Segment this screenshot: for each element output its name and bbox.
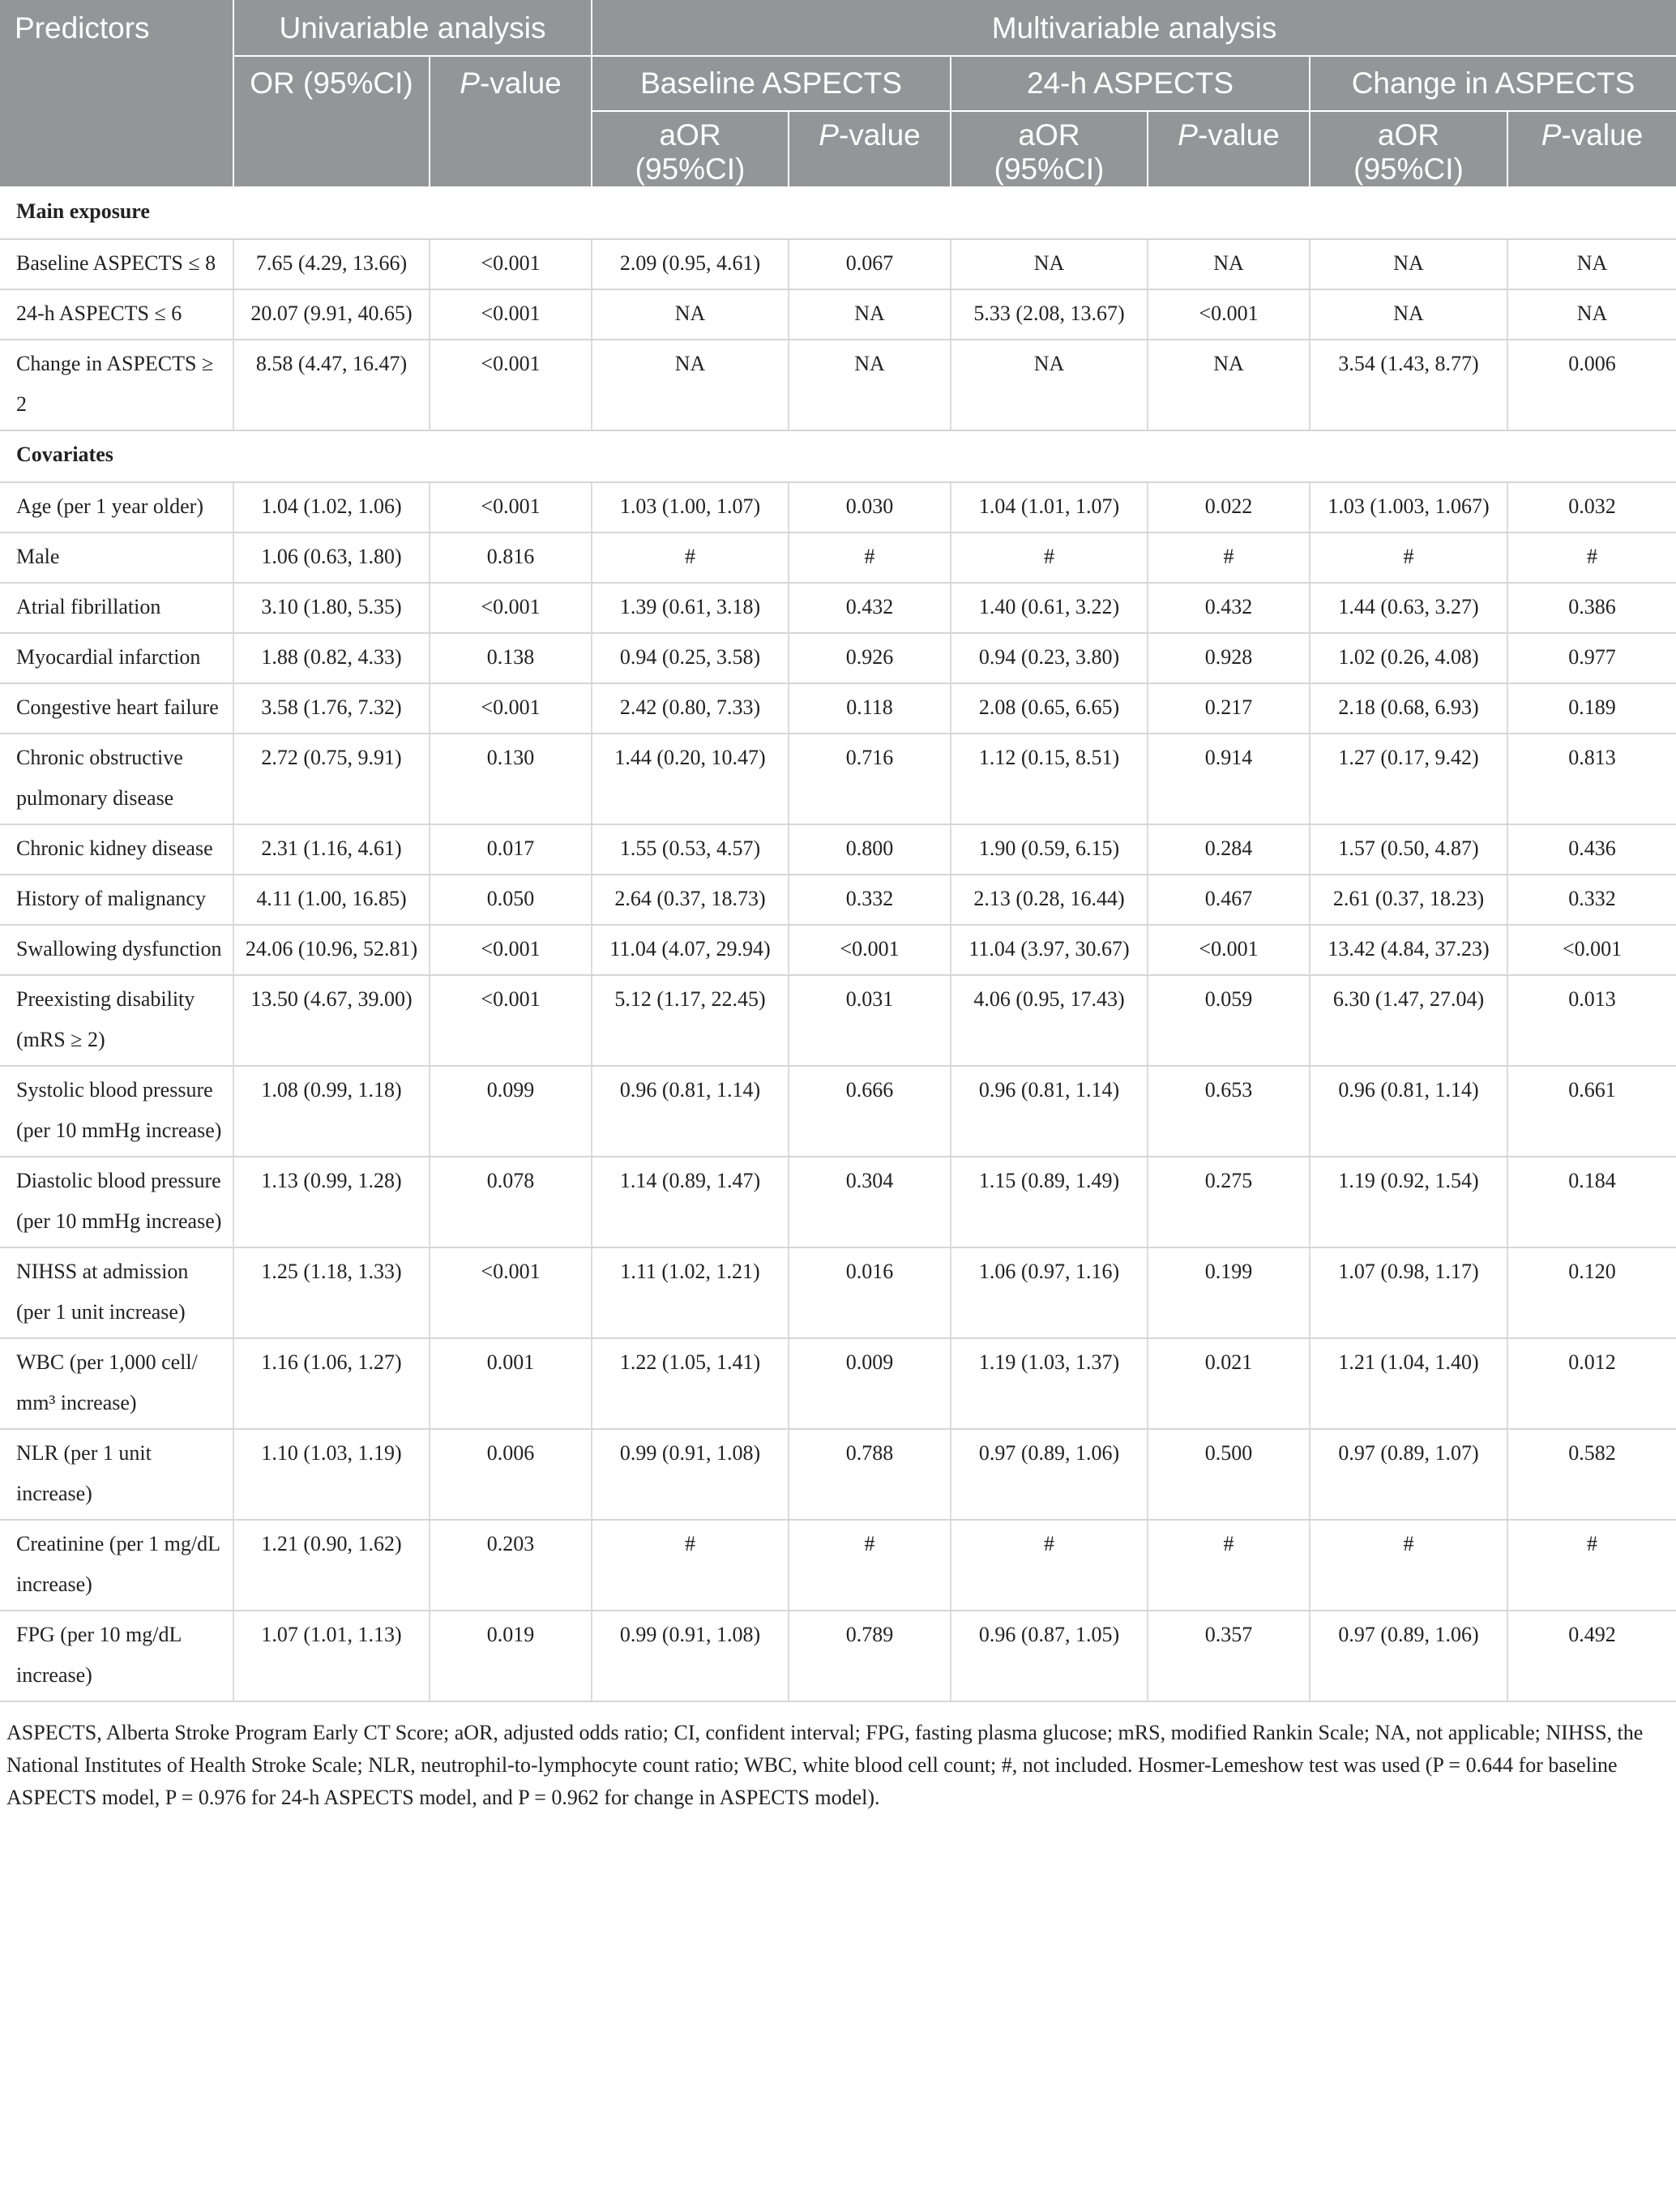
baseline-aor-cell: NA xyxy=(592,289,789,340)
predictor-cell: Swallowing dysfunction xyxy=(0,925,233,975)
baseline-aor-cell: 2.42 (0.80, 7.33) xyxy=(592,683,789,734)
table-row xyxy=(0,583,1676,633)
p-value-cell: 0.138 xyxy=(430,633,592,683)
baseline-aor-cell: 1.03 (1.00, 1.07) xyxy=(592,482,789,533)
baseline-aor-cell: 5.12 (1.17, 22.45) xyxy=(592,975,789,1066)
or-cell: 1.25 (1.18, 1.33) xyxy=(233,1247,430,1338)
h24-aor-cell: 0.96 (0.81, 1.14) xyxy=(951,1066,1148,1157)
change-p-cell: 0.189 xyxy=(1507,683,1676,734)
header-change-p: P-value xyxy=(1507,111,1676,187)
baseline-aor-cell: 1.11 (1.02, 1.21) xyxy=(592,1247,789,1338)
table-row xyxy=(0,633,1676,683)
h24-p-cell: 0.059 xyxy=(1148,975,1310,1066)
p-value-cell: <0.001 xyxy=(430,289,592,340)
h24-aor-cell: 2.08 (0.65, 6.65) xyxy=(951,683,1148,734)
or-cell: 24.06 (10.96, 52.81) xyxy=(233,925,430,975)
h24-p-cell: 0.467 xyxy=(1148,875,1310,925)
h24-aor-cell: 5.33 (2.08, 13.67) xyxy=(951,289,1148,340)
change-p-cell: NA xyxy=(1507,289,1676,340)
or-cell: 7.65 (4.29, 13.66) xyxy=(233,239,430,289)
baseline-p-cell: # xyxy=(789,533,951,583)
change-aor-cell: 1.44 (0.63, 3.27) xyxy=(1310,583,1507,633)
change-aor-cell: 13.42 (4.84, 37.23) xyxy=(1310,925,1507,975)
table-row xyxy=(0,289,1676,340)
predictor-cell: Congestive heart failure xyxy=(0,683,233,734)
change-p-cell: 0.977 xyxy=(1507,633,1676,683)
change-aor-cell: # xyxy=(1310,533,1507,583)
baseline-p-cell: 0.067 xyxy=(789,239,951,289)
h24-p-cell: <0.001 xyxy=(1148,289,1310,340)
change-aor-cell: 1.21 (1.04, 1.40) xyxy=(1310,1338,1507,1429)
or-cell: 1.06 (0.63, 1.80) xyxy=(233,533,430,583)
baseline-p-cell: 0.666 xyxy=(789,1066,951,1157)
baseline-p-cell: 0.789 xyxy=(789,1611,951,1701)
h24-p-cell: 0.284 xyxy=(1148,824,1310,875)
p-value-cell: <0.001 xyxy=(430,1247,592,1338)
predictor-cell: Chronic obstructive pulmonary disease xyxy=(0,734,233,824)
baseline-p-cell: 0.332 xyxy=(789,875,951,925)
header-24h-p: P-value xyxy=(1148,111,1310,187)
baseline-p-cell: 0.016 xyxy=(789,1247,951,1338)
change-aor-cell: 0.97 (0.89, 1.07) xyxy=(1310,1429,1507,1520)
baseline-p-cell: 0.926 xyxy=(789,633,951,683)
p-value-cell: 0.203 xyxy=(430,1520,592,1611)
h24-p-cell: 0.500 xyxy=(1148,1429,1310,1520)
change-p-cell: 0.813 xyxy=(1507,734,1676,824)
change-aor-cell: # xyxy=(1310,1520,1507,1611)
table-row xyxy=(0,1611,1676,1701)
p-value-cell: 0.816 xyxy=(430,533,592,583)
baseline-aor-cell: 1.39 (0.61, 3.18) xyxy=(592,583,789,633)
section-title: Covariates xyxy=(0,430,1676,482)
h24-p-cell: <0.001 xyxy=(1148,925,1310,975)
change-aor-cell: 3.54 (1.43, 8.77) xyxy=(1310,340,1507,430)
baseline-p-cell: 0.788 xyxy=(789,1429,951,1520)
p-value-cell: 0.050 xyxy=(430,875,592,925)
change-p-cell: # xyxy=(1507,1520,1676,1611)
baseline-aor-cell: 1.55 (0.53, 4.57) xyxy=(592,824,789,875)
predictor-cell: Age (per 1 year older) xyxy=(0,482,233,533)
change-p-cell: 0.184 xyxy=(1507,1157,1676,1247)
h24-p-cell: NA xyxy=(1148,239,1310,289)
table-row xyxy=(0,1157,1676,1247)
h24-aor-cell: # xyxy=(951,1520,1148,1611)
baseline-aor-cell: 11.04 (4.07, 29.94) xyxy=(592,925,789,975)
change-p-cell: <0.001 xyxy=(1507,925,1676,975)
baseline-aor-cell: 0.99 (0.91, 1.08) xyxy=(592,1611,789,1701)
baseline-aor-cell: 1.22 (1.05, 1.41) xyxy=(592,1338,789,1429)
h24-p-cell: 0.357 xyxy=(1148,1611,1310,1701)
change-aor-cell: NA xyxy=(1310,289,1507,340)
header-baseline-aor: aOR (95%CI) xyxy=(592,111,789,187)
p-value-cell: <0.001 xyxy=(430,683,592,734)
p-value-cell: <0.001 xyxy=(430,925,592,975)
change-p-cell: 0.013 xyxy=(1507,975,1676,1066)
h24-aor-cell: NA xyxy=(951,340,1148,430)
baseline-aor-cell: 0.94 (0.25, 3.58) xyxy=(592,633,789,683)
change-aor-cell: 1.27 (0.17, 9.42) xyxy=(1310,734,1507,824)
baseline-p-cell: 0.031 xyxy=(789,975,951,1066)
baseline-aor-cell: 0.99 (0.91, 1.08) xyxy=(592,1429,789,1520)
change-p-cell: 0.032 xyxy=(1507,482,1676,533)
baseline-p-cell: # xyxy=(789,1520,951,1611)
h24-p-cell: 0.217 xyxy=(1148,683,1310,734)
predictor-cell: WBC (per 1,000 cell/ mm³ increase) xyxy=(0,1338,233,1429)
change-aor-cell: 1.19 (0.92, 1.54) xyxy=(1310,1157,1507,1247)
header-predictors: Predictors xyxy=(0,0,233,187)
h24-aor-cell: 11.04 (3.97, 30.67) xyxy=(951,925,1148,975)
baseline-p-cell: <0.001 xyxy=(789,925,951,975)
or-cell: 3.10 (1.80, 5.35) xyxy=(233,583,430,633)
or-cell: 1.07 (1.01, 1.13) xyxy=(233,1611,430,1701)
table-row xyxy=(0,1066,1676,1157)
change-p-cell: 0.661 xyxy=(1507,1066,1676,1157)
baseline-aor-cell: # xyxy=(592,533,789,583)
predictor-cell: FPG (per 10 mg/dL increase) xyxy=(0,1611,233,1701)
change-p-cell: 0.012 xyxy=(1507,1338,1676,1429)
table-body xyxy=(0,187,1676,1701)
h24-aor-cell: 1.04 (1.01, 1.07) xyxy=(951,482,1148,533)
table-row xyxy=(0,340,1676,430)
p-value-cell: <0.001 xyxy=(430,239,592,289)
change-p-cell: # xyxy=(1507,533,1676,583)
table-row xyxy=(0,683,1676,734)
header-univariable: Univariable analysis xyxy=(233,0,592,56)
header-p-value: P-value xyxy=(430,56,592,187)
change-aor-cell: 0.97 (0.89, 1.06) xyxy=(1310,1611,1507,1701)
p-value-cell: 0.001 xyxy=(430,1338,592,1429)
predictor-cell: History of malignancy xyxy=(0,875,233,925)
header-24h-aspects: 24-h ASPECTS xyxy=(951,56,1310,111)
table-row xyxy=(0,533,1676,583)
baseline-p-cell: NA xyxy=(789,340,951,430)
table-row xyxy=(0,975,1676,1066)
change-aor-cell: 2.18 (0.68, 6.93) xyxy=(1310,683,1507,734)
change-p-cell: 0.386 xyxy=(1507,583,1676,633)
p-value-cell: <0.001 xyxy=(430,340,592,430)
change-p-cell: 0.436 xyxy=(1507,824,1676,875)
predictor-cell: Creatinine (per 1 mg/dL increase) xyxy=(0,1520,233,1611)
predictor-cell: Systolic blood pressure (per 10 mmHg increase) xyxy=(0,1066,233,1157)
or-cell: 1.13 (0.99, 1.28) xyxy=(233,1157,430,1247)
predictor-cell: 24-h ASPECTS ≤ 6 xyxy=(0,289,233,340)
or-cell: 2.72 (0.75, 9.91) xyxy=(233,734,430,824)
or-cell: 20.07 (9.91, 40.65) xyxy=(233,289,430,340)
h24-p-cell: # xyxy=(1148,1520,1310,1611)
or-cell: 3.58 (1.76, 7.32) xyxy=(233,683,430,734)
h24-p-cell: 0.021 xyxy=(1148,1338,1310,1429)
header-24h-aor: aOR (95%CI) xyxy=(951,111,1148,187)
table-row xyxy=(0,875,1676,925)
change-aor-cell: 1.07 (0.98, 1.17) xyxy=(1310,1247,1507,1338)
table-row xyxy=(0,1520,1676,1611)
p-value-cell: 0.099 xyxy=(430,1066,592,1157)
h24-aor-cell: 0.97 (0.89, 1.06) xyxy=(951,1429,1148,1520)
or-cell: 1.04 (1.02, 1.06) xyxy=(233,482,430,533)
predictor-cell: NIHSS at admission (per 1 unit increase) xyxy=(0,1247,233,1338)
predictor-cell: Baseline ASPECTS ≤ 8 xyxy=(0,239,233,289)
change-p-cell: 0.120 xyxy=(1507,1247,1676,1338)
or-cell: 1.16 (1.06, 1.27) xyxy=(233,1338,430,1429)
p-value-cell: <0.001 xyxy=(430,583,592,633)
h24-aor-cell: 4.06 (0.95, 17.43) xyxy=(951,975,1148,1066)
table-row xyxy=(0,239,1676,289)
h24-aor-cell: NA xyxy=(951,239,1148,289)
h24-p-cell: 0.022 xyxy=(1148,482,1310,533)
or-cell: 2.31 (1.16, 4.61) xyxy=(233,824,430,875)
change-aor-cell: NA xyxy=(1310,239,1507,289)
baseline-p-cell: 0.030 xyxy=(789,482,951,533)
h24-aor-cell: 0.96 (0.87, 1.05) xyxy=(951,1611,1148,1701)
baseline-aor-cell: 1.44 (0.20, 10.47) xyxy=(592,734,789,824)
change-aor-cell: 6.30 (1.47, 27.04) xyxy=(1310,975,1507,1066)
change-aor-cell: 1.02 (0.26, 4.08) xyxy=(1310,633,1507,683)
h24-p-cell: 0.914 xyxy=(1148,734,1310,824)
section-title: Main exposure xyxy=(0,187,1676,239)
or-cell: 1.08 (0.99, 1.18) xyxy=(233,1066,430,1157)
h24-aor-cell: 1.12 (0.15, 8.51) xyxy=(951,734,1148,824)
h24-p-cell: 0.432 xyxy=(1148,583,1310,633)
change-p-cell: 0.006 xyxy=(1507,340,1676,430)
table-row xyxy=(0,482,1676,533)
p-value-cell: <0.001 xyxy=(430,975,592,1066)
header-multivariable: Multivariable analysis xyxy=(592,0,1676,56)
h24-aor-cell: 1.15 (0.89, 1.49) xyxy=(951,1157,1148,1247)
change-aor-cell: 2.61 (0.37, 18.23) xyxy=(1310,875,1507,925)
table-row xyxy=(0,1429,1676,1520)
baseline-aor-cell: 2.64 (0.37, 18.73) xyxy=(592,875,789,925)
table-footnote: ASPECTS, Alberta Stroke Program Early CT Score; aOR, adjusted odds ratio; CI, confident interval; FPG, fasting plasma glucose; mRS, modified Rankin Scale; NA, not applicable; NIHSS, the National Institutes of Health Stroke Scale; NLR, neutrophil-to-lymphocyte count ratio; WBC, white blood cell count; #, not included. Hosmer-Lemeshow test was used (P = 0.644 for baseline ASPECTS model, P = 0.976 for 24-h ASPECTS model, and P = 0.962 for change in ASPECTS model). xyxy=(6,1721,1644,1809)
section-header-row xyxy=(0,187,1676,239)
table-row xyxy=(0,1247,1676,1338)
predictor-cell: NLR (per 1 unit increase) xyxy=(0,1429,233,1520)
table-header xyxy=(0,0,1676,187)
p-value-cell: 0.078 xyxy=(430,1157,592,1247)
change-p-cell: NA xyxy=(1507,239,1676,289)
p-value-cell: 0.017 xyxy=(430,824,592,875)
baseline-aor-cell: 2.09 (0.95, 4.61) xyxy=(592,239,789,289)
h24-aor-cell: 0.94 (0.23, 3.80) xyxy=(951,633,1148,683)
or-cell: 8.58 (4.47, 16.47) xyxy=(233,340,430,430)
h24-aor-cell: # xyxy=(951,533,1148,583)
or-cell: 1.88 (0.82, 4.33) xyxy=(233,633,430,683)
h24-p-cell: NA xyxy=(1148,340,1310,430)
change-aor-cell: 1.03 (1.003, 1.067) xyxy=(1310,482,1507,533)
predictor-cell: Chronic kidney disease xyxy=(0,824,233,875)
baseline-p-cell: 0.118 xyxy=(789,683,951,734)
header-change-aor: aOR (95%CI) xyxy=(1310,111,1507,187)
or-cell: 4.11 (1.00, 16.85) xyxy=(233,875,430,925)
table-row xyxy=(0,1338,1676,1429)
p-value-cell: <0.001 xyxy=(430,482,592,533)
baseline-aor-cell: # xyxy=(592,1520,789,1611)
header-or-ci: OR (95%CI) xyxy=(233,56,430,187)
baseline-p-cell: 0.800 xyxy=(789,824,951,875)
baseline-p-cell: 0.432 xyxy=(789,583,951,633)
predictor-cell: Myocardial infarction xyxy=(0,633,233,683)
p-value-cell: 0.130 xyxy=(430,734,592,824)
baseline-aor-cell: 0.96 (0.81, 1.14) xyxy=(592,1066,789,1157)
change-p-cell: 0.492 xyxy=(1507,1611,1676,1701)
table-row xyxy=(0,925,1676,975)
table-row xyxy=(0,734,1676,824)
h24-p-cell: 0.653 xyxy=(1148,1066,1310,1157)
h24-aor-cell: 1.90 (0.59, 6.15) xyxy=(951,824,1148,875)
predictor-cell: Atrial fibrillation xyxy=(0,583,233,633)
p-value-cell: 0.019 xyxy=(430,1611,592,1701)
h24-p-cell: 0.275 xyxy=(1148,1157,1310,1247)
h24-aor-cell: 1.19 (1.03, 1.37) xyxy=(951,1338,1148,1429)
change-aor-cell: 1.57 (0.50, 4.87) xyxy=(1310,824,1507,875)
h24-p-cell: 0.199 xyxy=(1148,1247,1310,1338)
baseline-p-cell: 0.304 xyxy=(789,1157,951,1247)
h24-p-cell: 0.928 xyxy=(1148,633,1310,683)
predictor-cell: Diastolic blood pressure (per 10 mmHg increase) xyxy=(0,1157,233,1247)
h24-aor-cell: 2.13 (0.28, 16.44) xyxy=(951,875,1148,925)
p-value-cell: 0.006 xyxy=(430,1429,592,1520)
or-cell: 1.10 (1.03, 1.19) xyxy=(233,1429,430,1520)
baseline-p-cell: 0.009 xyxy=(789,1338,951,1429)
h24-aor-cell: 1.40 (0.61, 3.22) xyxy=(951,583,1148,633)
predictor-cell: Preexisting disability (mRS ≥ 2) xyxy=(0,975,233,1066)
table-row xyxy=(0,824,1676,875)
header-baseline-p: P-value xyxy=(789,111,951,187)
header-change-aspects: Change in ASPECTS xyxy=(1310,56,1676,111)
change-p-cell: 0.582 xyxy=(1507,1429,1676,1520)
or-cell: 13.50 (4.67, 39.00) xyxy=(233,975,430,1066)
change-aor-cell: 0.96 (0.81, 1.14) xyxy=(1310,1066,1507,1157)
baseline-aor-cell: NA xyxy=(592,340,789,430)
change-p-cell: 0.332 xyxy=(1507,875,1676,925)
or-cell: 1.21 (0.90, 1.62) xyxy=(233,1520,430,1611)
header-baseline-aspects: Baseline ASPECTS xyxy=(592,56,951,111)
h24-aor-cell: 1.06 (0.97, 1.16) xyxy=(951,1247,1148,1338)
predictor-cell: Male xyxy=(0,533,233,583)
predictor-cell: Change in ASPECTS ≥ 2 xyxy=(0,340,233,430)
baseline-p-cell: NA xyxy=(789,289,951,340)
baseline-aor-cell: 1.14 (0.89, 1.47) xyxy=(592,1157,789,1247)
baseline-p-cell: 0.716 xyxy=(789,734,951,824)
h24-p-cell: # xyxy=(1148,533,1310,583)
section-header-row xyxy=(0,430,1676,482)
